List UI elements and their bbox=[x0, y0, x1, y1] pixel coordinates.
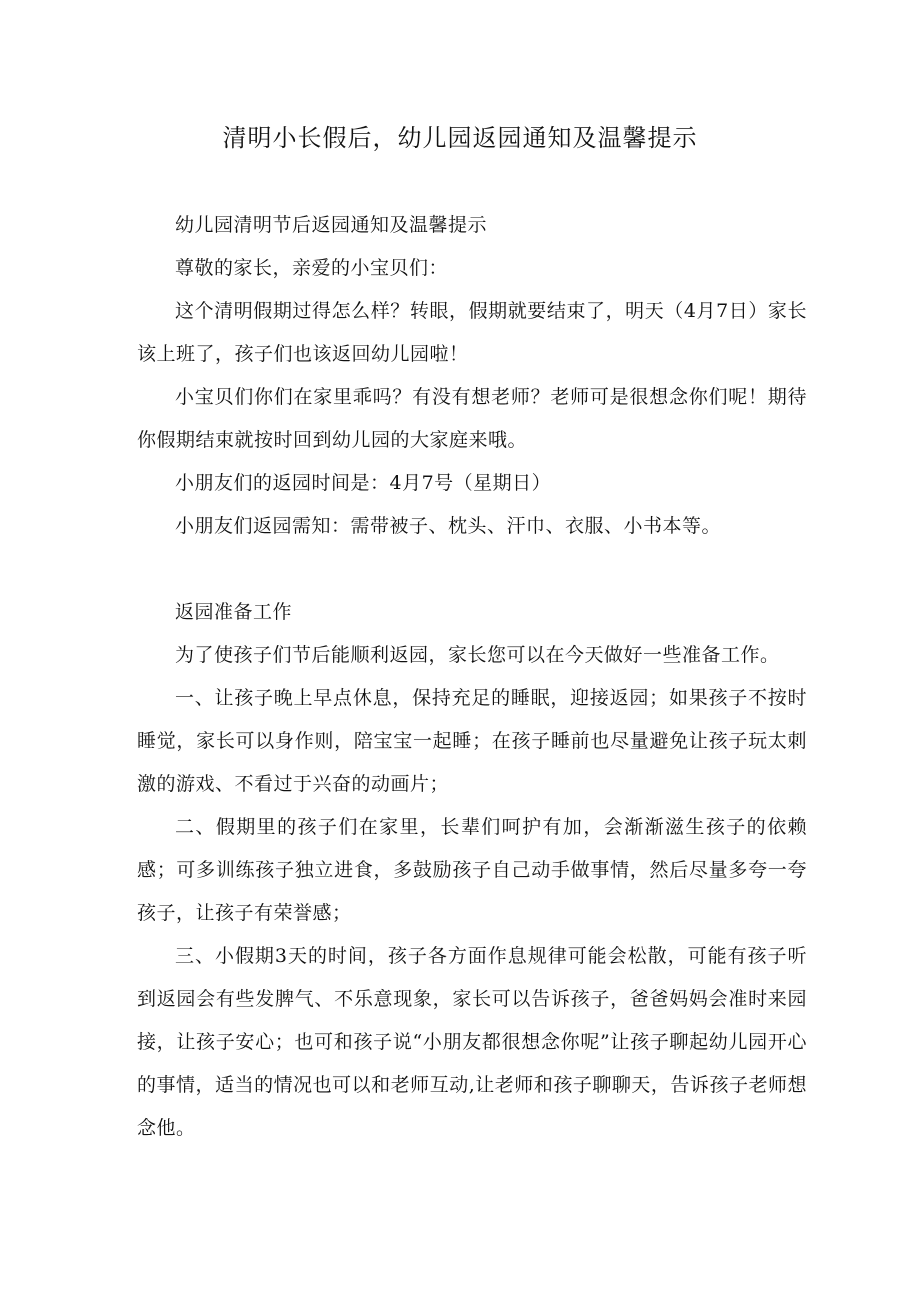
salutation: 尊敬的家长，亲爱的小宝贝们： bbox=[175, 257, 449, 279]
section-spacer bbox=[137, 548, 807, 591]
paragraph: 这个清明假期过得怎么样？转眼，假期就要结束了，明天（4月7日）家长该上班了，孩子们也该返回幼儿园啦！ bbox=[137, 300, 807, 365]
section-heading: 返园准备工作 bbox=[175, 601, 293, 623]
tip-item: 三、小假期3天的时间，孩子各方面作息规律可能会松散，可能有孩子听到返园会有些发脾气、不乐意现象，家长可以告诉孩子，爸爸妈妈会准时来园接，让孩子安心；也可和孩子说“小朋友都很想念你呢”让孩子聊起幼儿园开心的事情，适当的情况也可以和老师互动,让老师和孩子聊聊天，告诉孩子老师想念他。 bbox=[137, 945, 807, 1139]
document-body bbox=[137, 204, 807, 1150]
tip-item: 二、假期里的孩子们在家里，长辈们呵护有加，会渐渐滋生孩子的依赖感；可多训练孩子独立进食，多鼓励孩子自己动手做事情，然后尽量多夸一夸孩子，让孩子有荣誉感； bbox=[137, 816, 807, 924]
paragraph: 小宝贝们你们在家里乖吗？有没有想老师？老师可是很想念你们呢！期待你假期结束就按时回到幼儿园的大家庭来哦。 bbox=[137, 386, 807, 451]
return-items: 小朋友们返园需知：需带被子、枕头、汗巾、衣服、小书本等。 bbox=[175, 515, 722, 537]
return-time: 小朋友们的返园时间是：4月7号（星期日） bbox=[175, 472, 552, 494]
document-title: 清明小长假后，幼儿园返园通知及温馨提示 bbox=[222, 124, 698, 152]
tip-item: 一、让孩子晚上早点休息，保持充足的睡眠，迎接返园；如果孩子不按时睡觉，家长可以身作则，陪宝宝一起睡；在孩子睡前也尽量避免让孩子玩太刺激的游戏、不看过于兴奋的动画片； bbox=[137, 687, 807, 795]
paragraph: 为了使孩子们节后能顺利返园，家长您可以在今天做好一些准备工作。 bbox=[175, 644, 780, 666]
notice-subtitle: 幼儿园清明节后返园通知及温馨提示 bbox=[175, 214, 488, 236]
